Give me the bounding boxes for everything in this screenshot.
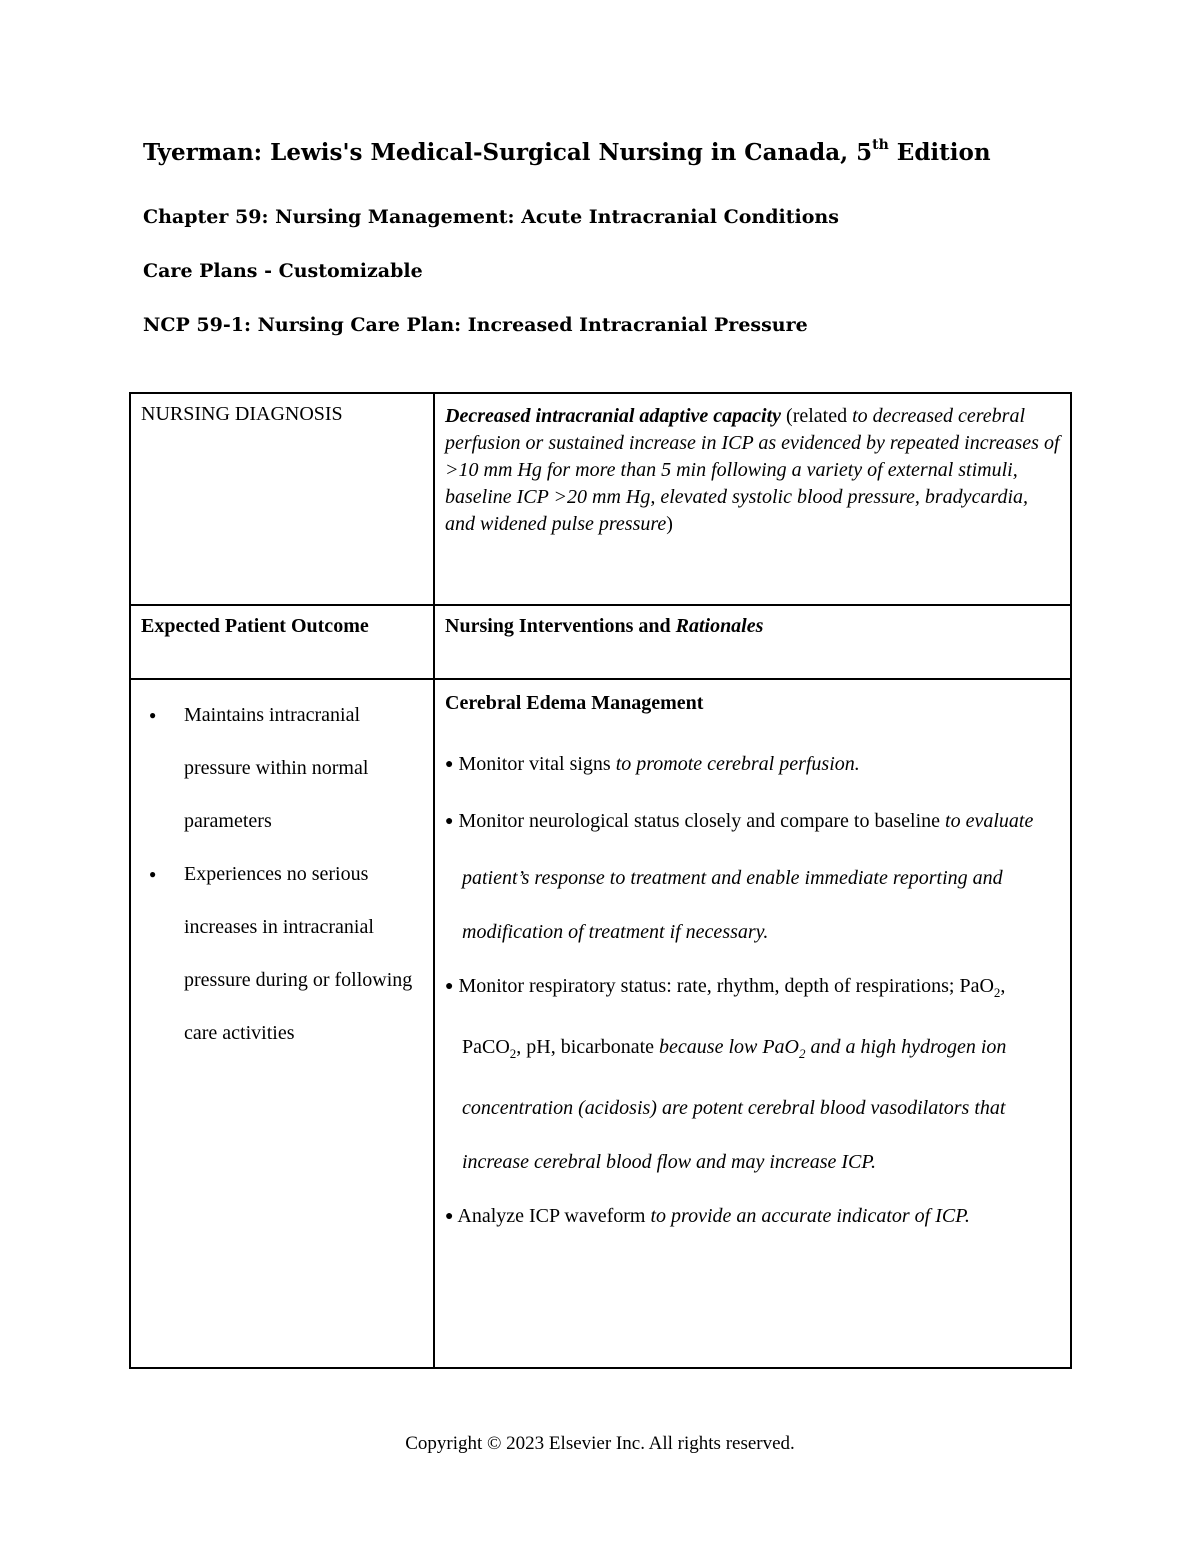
chapter-heading: Chapter 59: Nursing Management: Acute Intracranial Conditions <box>143 206 839 228</box>
copyright-footer: Copyright © 2023 Elsevier Inc. All rights reserved. <box>405 1433 795 1454</box>
diagnosis-evidence: to decreased cerebral perfusion or sustained increase in ICP as evidenced by repeated increases of >10 mm Hg for more than 5 min following a variety of external stimuli, baseline ICP >20 mm Hg, elevated systolic blood pressure, bradycardia, and widened pulse pressure <box>445 405 1060 535</box>
document-title: Tyerman: Lewis's Medical-Surgical Nursing in Canada, 5th Edition <box>143 137 991 166</box>
outcomes-cell <box>130 679 434 1368</box>
list-item: ● Maintains intracranial pressure within normal parameters <box>184 689 425 848</box>
list-item: ● Analyze ICP waveform to provide an accurate indicator of ICP. <box>445 1205 970 1227</box>
diagnosis-related: (related <box>781 405 853 427</box>
diagnosis-name: Decreased intracranial adaptive capacity <box>445 405 782 427</box>
diagnosis-text-cell <box>434 393 1071 605</box>
interventions-header: Nursing Interventions and Rationales <box>434 605 1071 679</box>
list-item: ● Monitor vital signs to promote cerebral perfusion. <box>445 753 860 775</box>
list-item: ● Monitor neurological status closely and compare to baseline to evaluate patient’s response to treatment and enable immediate reporting and modification of treatment if necessary. <box>445 810 1034 943</box>
care-plan-title: NCP 59-1: Nursing Care Plan: Increased Intracranial Pressure <box>143 314 808 336</box>
section-heading: Care Plans - Customizable <box>143 260 423 282</box>
interventions-cell <box>434 679 1071 1368</box>
list-item: ● Experiences no serious increases in intracranial pressure during or following care activities <box>184 848 425 1060</box>
content-row <box>130 679 1071 1368</box>
diagnosis-label: NURSING DIAGNOSIS <box>141 403 343 425</box>
list-item: ● Monitor respiratory status: rate, rhythm, depth of respirations; PaO$_2$, PaCO$_2$, pH, bicarbonate because low PaO$_2$ and a high hydrogen ion concentration (acidosis) are potent cerebral blood vasodilators that increase cerebral blood flow and may increase ICP. <box>445 975 1007 1173</box>
diagnosis-row <box>130 393 1071 605</box>
care-plan-table <box>129 392 1072 1369</box>
outcome-header: Expected Patient Outcome <box>130 605 434 679</box>
diagnosis-close: ) <box>666 513 673 535</box>
intervention-section-title: Cerebral Edema Management <box>445 692 704 714</box>
outcomes-list <box>141 689 425 1060</box>
column-header-row <box>130 605 1071 679</box>
diagnosis-label-cell <box>130 393 434 605</box>
